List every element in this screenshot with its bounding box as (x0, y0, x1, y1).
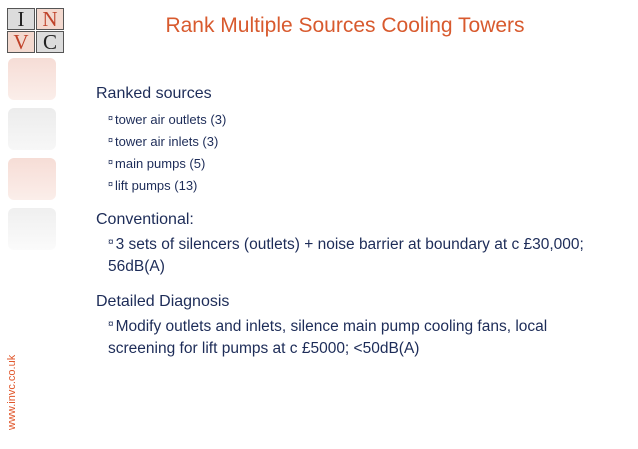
bullet-icon: ¤ (108, 319, 114, 330)
decorative-block (8, 58, 56, 100)
bullet-icon: ¤ (108, 179, 114, 189)
bullet-icon: ¤ (108, 237, 114, 248)
conventional-text (108, 232, 616, 278)
bullet-icon: ¤ (108, 135, 114, 145)
conventional-heading: Conventional: (96, 211, 194, 228)
bullet-icon: ¤ (108, 113, 114, 123)
list-item-text: lift pumps (13) (115, 178, 198, 193)
bullet-icon: ¤ (108, 157, 114, 167)
list-item (108, 152, 616, 174)
logo-letter-c: C (36, 31, 64, 53)
decorative-block (8, 208, 56, 250)
list-item (108, 108, 616, 130)
list-item (108, 130, 616, 152)
list-item-text: main pumps (5) (115, 156, 206, 171)
ranked-sources-list (108, 108, 616, 196)
logo-letter-n: N (36, 8, 64, 30)
logo-letter-i: I (7, 8, 35, 30)
slide-title: Rank Multiple Sources Cooling Towers (165, 14, 525, 37)
decorative-block (8, 108, 56, 150)
conventional-body: 3 sets of silencers (outlets) + noise barrier at boundary at c £30,000; 56dB(A) (108, 236, 584, 275)
ranked-sources-heading: Ranked sources (96, 85, 212, 102)
logo-letter-v: V (7, 31, 35, 53)
detailed-diagnosis-heading: Detailed Diagnosis (96, 293, 230, 310)
website-url: www.invc.co.uk (6, 354, 18, 430)
list-item-text: tower air outlets (3) (115, 112, 227, 127)
slide-content (96, 84, 616, 360)
diagnosis-text (108, 314, 616, 360)
decorative-block (8, 158, 56, 200)
invc-logo (7, 8, 65, 54)
list-item-text: tower air inlets (3) (115, 134, 219, 149)
diagnosis-body: Modify outlets and inlets, silence main pump cooling fans, local screening for lift pumps at c £5000; <50dB(A) (108, 318, 548, 357)
list-item (108, 174, 616, 196)
